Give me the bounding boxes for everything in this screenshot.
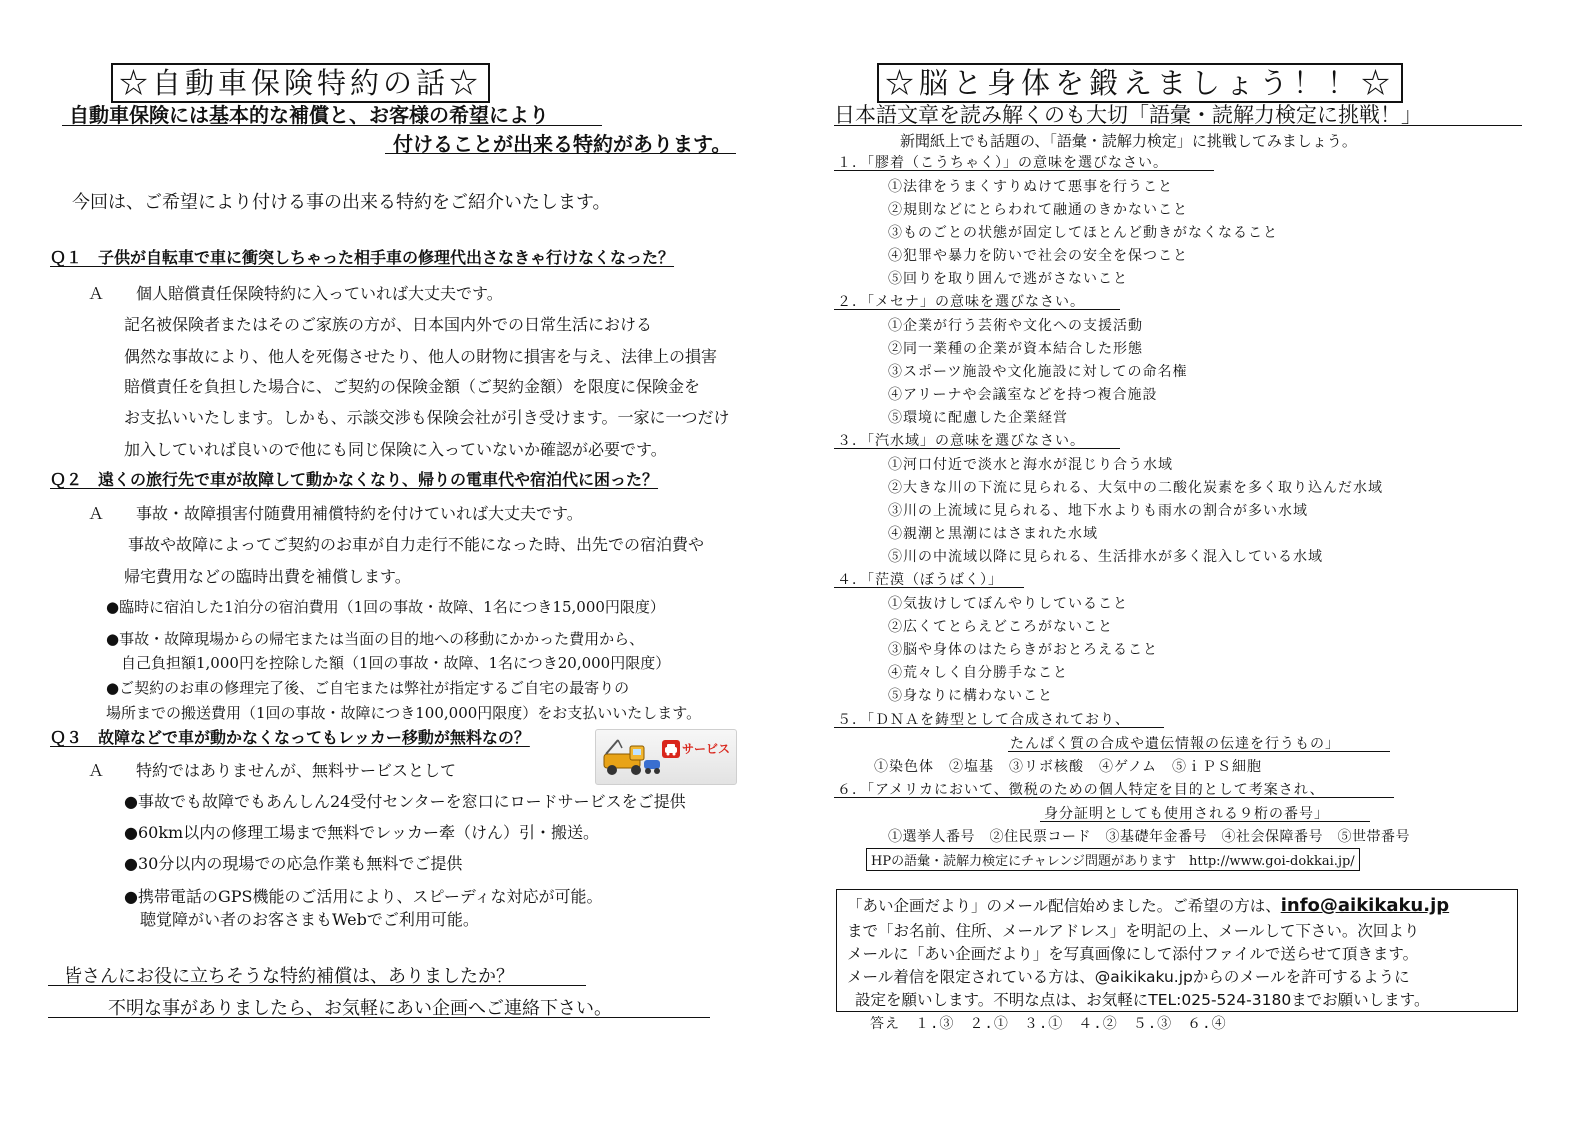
quiz-option: ④犯罪や暴力を防いで社会の安全を保つこと [888, 248, 1188, 264]
right-intro: 新聞紙上でも話題の、「語彙・読解力検定」に挑戦してみましょう。 [900, 132, 1357, 150]
notice-line-3: メールに「あい企画だより」を写真画像にして添付ファイルで送らせて頂きます。 [847, 945, 1419, 963]
quiz-option: ④アリーナや会議室などを持つ複合施設 [888, 387, 1158, 403]
quiz-option: ③脳や身体のはたらきがおとろえること [888, 642, 1158, 658]
notice-line-1 [847, 894, 1449, 916]
q2-bullet: ●事故・故障現場からの帰宅または当面の目的地への移動にかかった費用から、 [106, 630, 645, 648]
q2-bullet: 自己負担額1,000円を控除した額（1回の事故・故障、1名につき20,000円限度） [106, 654, 671, 672]
quiz-option: ⑤身なりに構わないこと [888, 688, 1053, 704]
right-subtitle: 日本語文章を読み解くのも大切「語彙・読解力検定に挑戦！」 [834, 103, 1422, 127]
notice-line-5: 設定を願いします。不明な点は、お気軽にTEL:025-524-3180までお願いします。 [855, 991, 1430, 1009]
car-icon [662, 740, 680, 758]
quiz-question-5-cont: たんぱく質の合成や遺伝情報の伝達を行うもの」 [1010, 736, 1340, 752]
q3-bullet: ●事故でも故障でもあんしん24受付センターを窓口にロードサービスをご提供 [124, 792, 686, 811]
right-title: ☆脳と身体を鍛えましょう！！☆ [877, 63, 1403, 103]
q3-answer: Ａ 特約ではありませんが、無料サービスとして [88, 761, 457, 780]
q3-bullet: 聴覚障がい者のお客さまもWebでご利用可能。 [124, 910, 479, 929]
quiz-underline [834, 309, 1120, 310]
q3-bullet: ●60km以内の修理工場まで無料でレッカー牽（けん）引・搬送。 [124, 823, 600, 842]
q1-body-line: 偶然な事故により、他人を死傷させたり、他人の財物に損害を与え、法律上の損害 [124, 347, 717, 366]
hp-note [866, 848, 1360, 871]
q1-body-line: 加入していれば良いので他にも同じ保険に入っていないか確認が必要です。 [124, 440, 667, 459]
quiz-option: ①河口付近で淡水と海水が混じり合う水域 [888, 457, 1173, 473]
quiz-option: ②大きな川の下流に見られる、大気中の二酸化炭素を多く取り込んだ水域 [888, 480, 1383, 496]
quiz-option: ②同一業種の企業が資本結合した形態 [888, 341, 1143, 357]
closing-line-2: 不明な事がありましたら、お気軽にあい企画へご連絡下さい。 [108, 998, 612, 1019]
quiz-question-3: ３．「汽水域」の意味を選びなさい。 [837, 433, 1085, 449]
left-title: ☆自動車保険特約の話☆ [111, 63, 490, 103]
quiz-question-5: ５．「ＤＮＡを鋳型として合成されており、 [837, 712, 1130, 728]
quiz-option: ③スポーツ施設や文化施設に対しての命名権 [888, 364, 1188, 380]
q2-question: Ｑ２ 遠くの旅行先で車が故障して動かなくなり、帰りの電車代や宿泊代に困った？ [50, 470, 659, 489]
quiz-question-6-cont: 身分証明としても使用される９桁の番号」 [1044, 806, 1329, 822]
subtitle-underline [834, 125, 1522, 126]
quiz-question-6: ６．「アメリカにおいて、徴税のための個人特定を目的として考案され、 [837, 782, 1325, 798]
q1-body-line: 記名被保険者またはそのご家族の方が、日本国内外での日常生活における [124, 315, 653, 334]
q2-bullet: 場所までの搬送費用（1回の事故・故障につき100,000円限度）をお支払いいたします。 [106, 704, 702, 722]
q3-bullet: ●30分以内の現場での応急作業も無料でご提供 [124, 854, 463, 873]
quiz-underline [834, 587, 1024, 588]
road-service-image [595, 729, 737, 785]
q2-answer: Ａ 事故・故障損害付随費用補償特約を付けていれば大丈夫です。 [88, 504, 583, 523]
notice-email-link[interactable]: info@aikikaku.jp [1280, 895, 1450, 916]
hp-note-text: HPの語彙・読解力検定にチャレンジ問題があります http://www.goi-dokkai.jp/ [871, 854, 1355, 869]
quiz-underline [834, 797, 1394, 798]
service-label: サービス [682, 742, 731, 756]
intro-line-2: 付けることが出来る特約があります。 [393, 132, 732, 156]
q3-bullet: ●携帯電話のGPS機能のご活用により、スピーディな対応が可能。 [124, 887, 603, 906]
quiz-underline [834, 727, 1164, 728]
quiz-option: ①企業が行う芸術や文化への支援活動 [888, 318, 1143, 334]
quiz-option: ③ものごとの状態が固定してほとんど動きがなくなること [888, 225, 1278, 241]
quiz-underline [1008, 751, 1390, 752]
quiz-question-1: １．「膠着（こうちゃく）」の意味を選びなさい。 [837, 155, 1168, 171]
quiz-question-2: ２．「メセナ」の意味を選びなさい。 [837, 294, 1085, 310]
tow-truck-icon [600, 734, 664, 782]
lead-text: 今回は、ご希望により付ける事の出来る特約をご紹介いたします。 [72, 192, 611, 213]
q2-body-line: 帰宅費用などの臨時出費を補償します。 [124, 567, 411, 586]
quiz-option: ②広くてとらえどころがないこと [888, 619, 1113, 635]
quiz-option: ⑤回りを取り囲んで逃がさないこと [888, 271, 1128, 287]
quiz-option: ②規則などにとらわれて融通のきかないこと [888, 202, 1188, 218]
quiz-option: ①気抜けしてぼんやりしていること [888, 596, 1128, 612]
quiz-option: ④親潮と黒潮にはさまれた水域 [888, 526, 1098, 542]
q1-body-line: お支払いいたします。しかも、示談交渉も保険会社が引き受けます。一家に一つだけ [124, 408, 730, 427]
quiz-option: ⑤川の中流域以降に見られる、生活排水が多く混入している水域 [888, 549, 1323, 565]
quiz-question-4: ４．「茫漠（ぼうばく）」 [837, 572, 1003, 588]
closing-underline-2 [48, 1017, 710, 1018]
notice-line-1-text: 「あい企画だより」のメール配信始めました。ご希望の方は、 [847, 897, 1281, 915]
intro-line-1: 自動車保険には基本的な補償と、お客様の希望により [69, 103, 549, 127]
q2-bullet: ●臨時に宿泊した1泊分の宿泊費用（1回の事故・故障、1名につき15,000円限度） [106, 598, 665, 616]
intro-underline-1 [62, 125, 602, 126]
q2-bullet: ●ご契約のお車の修理完了後、ご自宅または弊社が指定するご自宅の最寄りの [106, 679, 630, 697]
closing-underline-1 [48, 985, 586, 986]
q2-body-line: 事故や故障によってご契約のお車が自力走行不能になった時、出先での宿泊費や [128, 535, 705, 554]
q1-answer: Ａ 個人賠償責任保険特約に入っていれば大丈夫です。 [88, 284, 503, 303]
quiz-answers: 答え １.③ ２.① ３.① ４.② ５.③ ６.④ [870, 1016, 1227, 1032]
quiz-underline [834, 448, 1120, 449]
intro-underline-2 [385, 153, 736, 154]
quiz-options-inline: ①選挙人番号 ②住民票コード ③基礎年金番号 ④社会保障番号 ⑤世帯番号 [888, 829, 1410, 845]
quiz-option: ①法律をうまくすりぬけて悪事を行うこと [888, 179, 1173, 195]
q3-question: Ｑ３ 故障などで車が動かなくなってもレッカー移動が無料なの？ [50, 728, 530, 747]
notice-line-4: メール着信を限定されている方は、@aikikaku.jpからのメールを許可するように [847, 968, 1410, 986]
quiz-option: ⑤環境に配慮した企業経営 [888, 410, 1068, 426]
closing-line-1: 皆さんにお役に立ちそうな特約補償は、ありましたか？ [64, 966, 514, 987]
mail-notice-box [836, 889, 1518, 1012]
notice-line-2: まで「お名前、住所、メールアドレス」を明記の上、メールして下さい。次回より [847, 922, 1420, 940]
quiz-underline [1040, 821, 1370, 822]
quiz-underline [834, 170, 1214, 171]
quiz-option: ③川の上流域に見られる、地下水よりも雨水の割合が多い水域 [888, 503, 1308, 519]
q1-body-line: 賠償責任を負担した場合に、ご契約の保険金額（ご契約金額）を限度に保険金を [124, 377, 701, 396]
q1-question: Ｑ１ 子供が自転車で車に衝突しちゃった相手車の修理代出さなきゃ行けなくなった？ [50, 248, 675, 267]
quiz-options-inline: ①染色体 ②塩基 ③リボ核酸 ④ゲノム ⑤ｉＰＳ細胞 [874, 759, 1263, 775]
quiz-option: ④荒々しく自分勝手なこと [888, 665, 1068, 681]
